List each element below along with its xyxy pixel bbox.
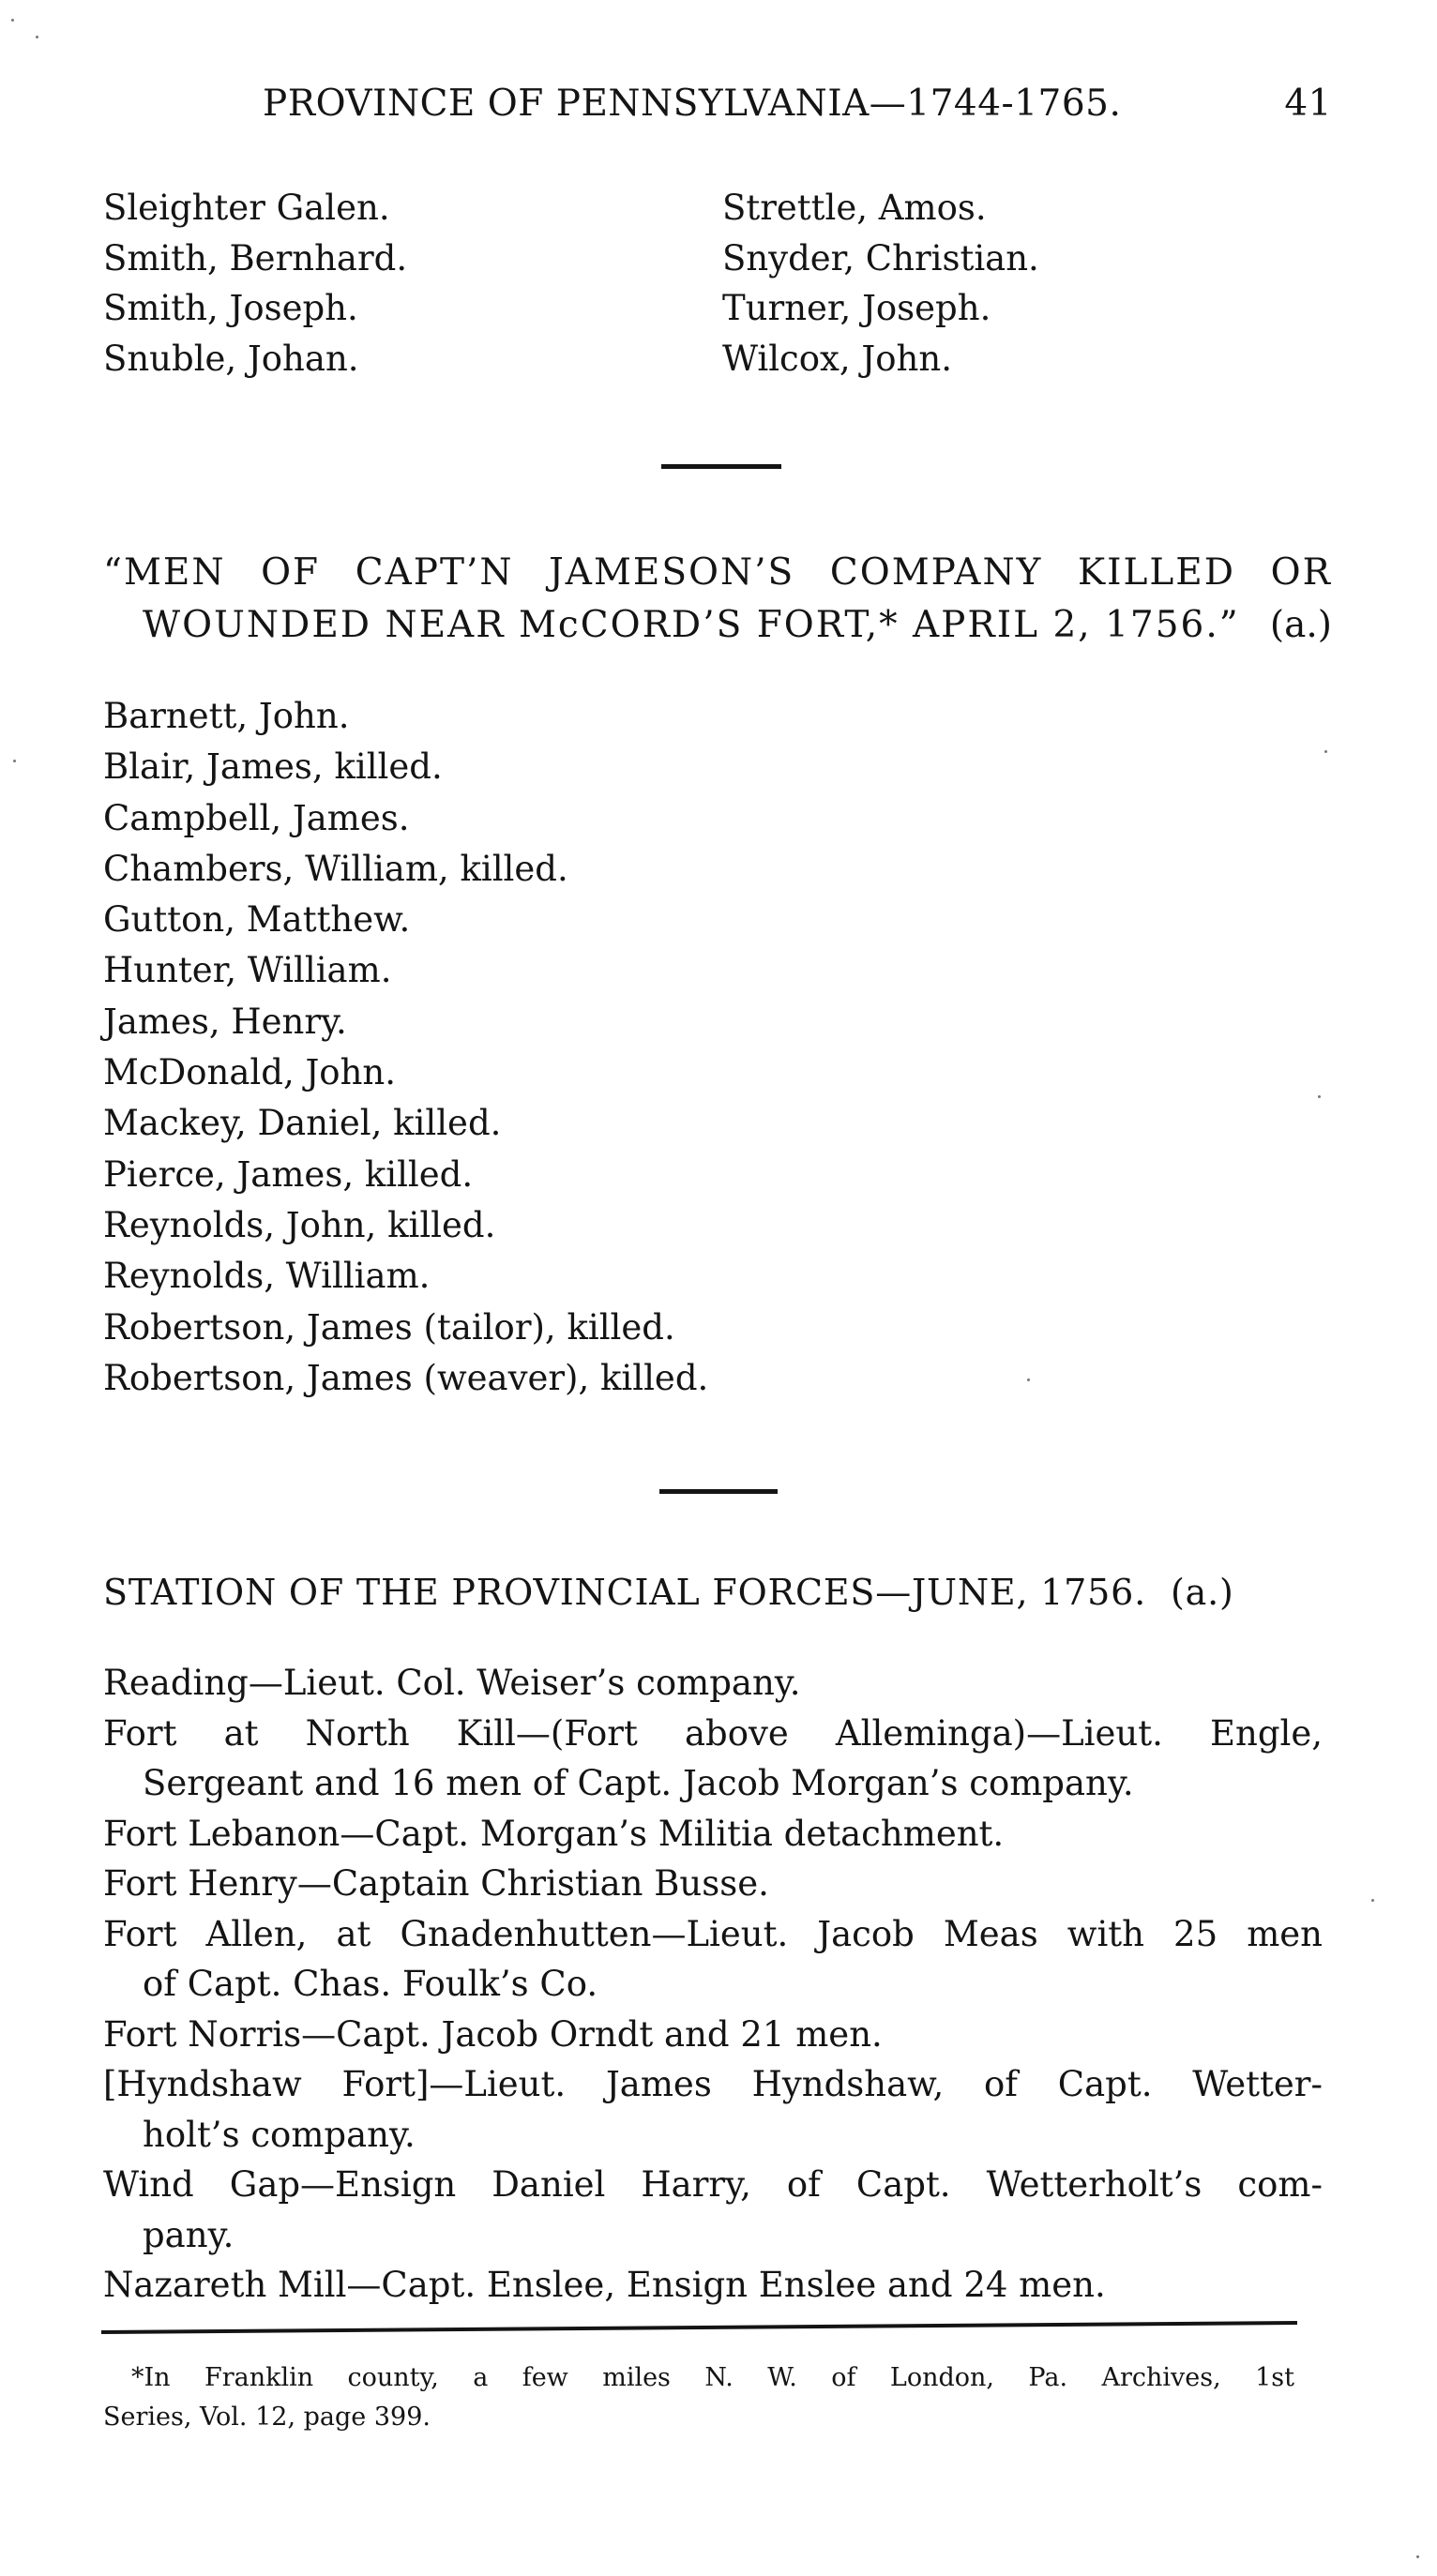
station-entry (103, 1809, 1323, 1860)
list-item: Hunter, William. (103, 950, 392, 991)
heading-note: (a.) (1269, 604, 1332, 646)
scan-speck (1324, 750, 1327, 753)
heading-note: (a.) (1170, 1572, 1234, 1613)
heading-line-2-text: WOUNDED NEAR McCORD’S FORT,* APRIL 2, 1756.” (143, 604, 1240, 646)
list-item: Campbell, James. (103, 797, 410, 838)
list-item: Reynolds, William. (103, 1256, 431, 1297)
station-text: Fort Norris—Capt. Jacob Orndt and 21 men. (103, 2013, 883, 2055)
footnote-line-1: *In Franklin county, a few miles N. W. of London, Pa. Archives, 1st (131, 2363, 1294, 2392)
scan-speck (11, 19, 14, 22)
list-item: Robertson, James (tailor), killed. (103, 1306, 675, 1348)
station-text: Fort Allen, at Gnadenhutten—Lieut. Jacob Meas with 25 men (103, 1913, 1323, 1954)
list-item: Robertson, James (weaver), killed. (103, 1357, 709, 1398)
list-item: Smith, Bernhard. (103, 237, 408, 279)
list-item: Gutton, Matthew. (103, 899, 411, 941)
list-item: Blair, James, killed. (103, 746, 443, 788)
station-entry (103, 1859, 1323, 1909)
list-item: Pierce, James, killed. (103, 1153, 474, 1195)
station-entry (103, 1658, 1323, 1709)
station-text-continued: Sergeant and 16 men of Capt. Jacob Morgan’s company. (143, 1763, 1134, 1803)
running-head-title: PROVINCE OF PENNSYLVANIA—1744-1765. (263, 83, 1122, 125)
name-list-left-column (103, 183, 407, 384)
list-item: Wilcox, John. (722, 338, 952, 379)
list-item: Barnett, John. (103, 696, 350, 736)
station-entry (103, 1909, 1323, 2010)
list-item: McDonald, John. (103, 1052, 397, 1093)
footnote-line-2: Series, Vol. 12, page 399. (103, 2403, 431, 2432)
station-text: Fort at North Kill—(Fort above Alleminga)—Lieut. Engle, (103, 1712, 1323, 1754)
section-divider (661, 464, 781, 469)
killed-wounded-list (103, 691, 708, 1404)
name-list-right-column (722, 183, 1039, 384)
station-text-continued: pany. (143, 2214, 234, 2255)
list-item: Snuble, Johan. (103, 338, 359, 379)
scan-speck (1027, 1378, 1030, 1381)
list-item: Turner, Joseph. (722, 288, 991, 328)
footnote-rule (101, 2321, 1297, 2334)
scan-speck (36, 36, 38, 38)
list-item: Reynolds, John, killed. (103, 1204, 496, 1245)
footnote (103, 2358, 1294, 2437)
scan-speck (1318, 1095, 1321, 1098)
page-number: 41 (1284, 83, 1332, 125)
heading-line-1: “MEN OF CAPT’N JAMESON’S COMPANY KILLED OR (103, 551, 1332, 594)
section-heading-killed (103, 551, 1332, 656)
list-item: Chambers, William, killed. (103, 848, 568, 889)
station-text: [Hyndshaw Fort]—Lieut. James Hyndshaw, of Capt. Wetter- (103, 2064, 1323, 2104)
list-item: Snyder, Christian. (722, 237, 1039, 279)
station-text: Fort Henry—Captain Christian Busse. (103, 1863, 769, 1904)
station-text-continued: of Capt. Chas. Foulk’s Co. (143, 1964, 598, 2004)
list-item: Strettle, Amos. (722, 188, 987, 228)
station-text: Fort Lebanon—Capt. Morgan’s Militia detachment. (103, 1813, 1005, 1854)
scan-speck (1371, 1899, 1374, 1902)
station-entry (103, 2059, 1323, 2160)
station-text: Wind Gap—Ensign Daniel Harry, of Capt. Wetterholt’s com- (103, 2164, 1323, 2205)
scan-speck (1416, 2555, 1419, 2558)
station-entry (103, 2160, 1323, 2260)
station-text: Reading—Lieut. Col. Weiser’s company. (103, 1663, 801, 1703)
station-entry (103, 2260, 1323, 2311)
station-text-continued: holt’s company. (143, 2114, 416, 2155)
section-heading-stations (103, 1572, 1323, 1613)
section-divider (659, 1489, 778, 1494)
list-item: Sleighter Galen. (103, 188, 390, 228)
list-item: James, Henry. (103, 1001, 347, 1042)
list-item: Smith, Joseph. (103, 288, 358, 328)
heading-line-2 (103, 604, 1332, 656)
list-item: Mackey, Daniel, killed. (103, 1103, 502, 1144)
station-text: Nazareth Mill—Capt. Enslee, Ensign Enslee and 24 men. (103, 2265, 1106, 2305)
stations-list (103, 1658, 1323, 2311)
station-entry (103, 1709, 1323, 1809)
heading-text: STATION OF THE PROVINCIAL FORCES—JUNE, 1756. (103, 1572, 1146, 1613)
scan-speck (13, 760, 16, 762)
station-entry (103, 2010, 1323, 2060)
